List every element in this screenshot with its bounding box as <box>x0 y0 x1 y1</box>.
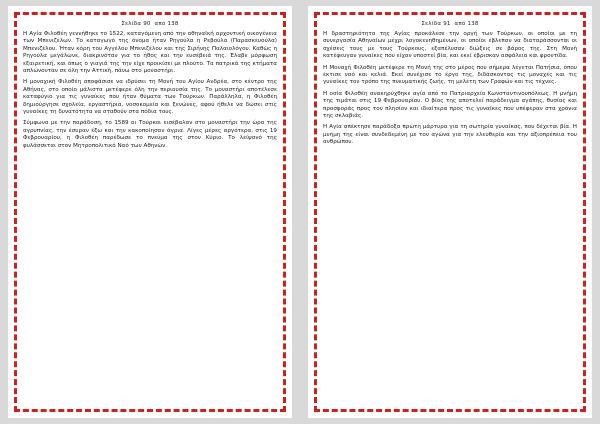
left-page-border <box>14 12 286 412</box>
right-page-header-total: 138 <box>467 21 479 27</box>
right-paragraph-2: Η Μοναχή Φιλοθέη μετέφερε τη Μονή της στο μέρος που σήμερα λέγεται Πατήσια, όπου έκτισε ναό και κελιά. Εκεί συνέχισε το έργο της, διδάσκοντας τις μοναχές και τις γυναίκες τον τρόπο της πνευματικής ζωής, τη μελέτη των Γραφών και τις τέχνες. <box>323 64 577 86</box>
right-page <box>308 6 592 418</box>
left-page-header-number: 90 <box>143 21 151 27</box>
left-paragraph-2: Η μοναχική Φιλοθέη αποφάσισε να ιδρύσει τη Μονή του Αγίου Ανδρέα, στο κέντρο της Αθήνας, στο οποίο μάλιστα μετέφερε όλη την περιουσία της. Το μοναστήρι αποτέλεσε καταφύγιο για τις γυναίκες που ήταν θύματα των Τούρκων. Παράλληλα, η Φιλοθέη δημιούργησε σχολεία, εργαστήρια, νοσοκομεία και ξενώνες, αφού ήθελε να δώσει στις γυναίκες τη δυνατότητα να σταθούν στα πόδια τους. <box>23 79 277 116</box>
right-page-header-of: από <box>454 21 466 27</box>
right-paragraph-1: Η δραστηριότητα της Αγίας προκάλεσε την οργή των Τούρκων, οι οποίοι με τη συνεργασία Αθηναίων μέχρι λογοκενηθημένων, οι οποίοι έβλεπαν να διαταράσσονται οι σχέσεις τους με τους Τούρκους, εξαπέλυσαν διώξεις σε βάρος της. Στη Μονή κατέφευγαν γυναίκες που είχαν υποστεί βία, και εκεί έβρισκαν ασφάλεια και φροντίδα. <box>323 31 577 60</box>
left-page-header-of: από <box>154 21 166 27</box>
right-page-border <box>314 12 586 412</box>
left-page-header <box>23 21 277 27</box>
right-page-header-word: Σελίδα <box>421 21 442 27</box>
right-page-header <box>323 21 577 27</box>
left-page <box>8 6 292 418</box>
right-paragraph-4: Η Αγία απέκτησε παράδοξα πρώτη μάρτυρα για τη σωτηρία γυναίκας, που δέχεται βία. Η μνήμη της είναι συνδεδεμένη με τον αγώνα για την ελευθερία και την αξιοπρέπεια του ανθρώπου. <box>323 124 577 146</box>
left-page-header-total: 138 <box>167 21 179 27</box>
left-page-header-word: Σελίδα <box>121 21 142 27</box>
right-page-header-number: 91 <box>443 21 451 27</box>
left-paragraph-1: Η Αγία Φιλοθέη γεννήθηκε το 1522, καταγόμενη από την αθηναϊκή αρχοντική οικογένεια των Μπενιζέλων. Το καταγωγό της όνομα ήταν Ρηγούλα η Ρεβούλα (Παρασκευούλα) Μπενιζέλου. Ήταν κόρη του Αγγέλου Μπενιζέλου και της Σιρήνης Παλαιολόγου. Καθώς η Ρηγούλα μεγάλωνε, διακρινόταν για το ήθος και την ευσέβειά της. Έλαβε μόρφωση εξαιρετική, και όπως ο γιαγιά της την είχε προικίσει με πλούτο. Τα πατρικά της κτήματα απλώνονταν σε όλη την Αττική, πάνω στο μοναστήρι. <box>23 31 277 75</box>
left-paragraph-3: Σύμφωνα με την παράδοση, το 1589 οι Τούρκοι εισέβαλαν στο μοναστήρι την ώρα της αγρυπνίας, την έσυραν έξω και την κακοποίησαν άγρια. Λίγες μέρες αργότερα, στις 19 Φεβρουαρίου, η Φιλοθέη παρέδωσε το πνεύμα της στον Κύριο. Το λείψανό της φυλάσσεται στον Μητροπολιτικό Ναό των Αθηνών. <box>23 120 277 149</box>
right-paragraph-3: Η οσία Φιλοθέη ανακηρύχθηκε αγία από το Πατριαρχείο Κωνσταντινουπόλεως. Η μνήμη της τιμάται στις 19 Φεβρουαρίου. Ο βίος της αποτελεί παράδειγμα αγάπης, θυσίας και προσφοράς προς τον πλησίον και ιδιαίτερα προς τις γυναίκες που υπέφεραν στα χρόνια της σκλαβιάς. <box>323 90 577 120</box>
